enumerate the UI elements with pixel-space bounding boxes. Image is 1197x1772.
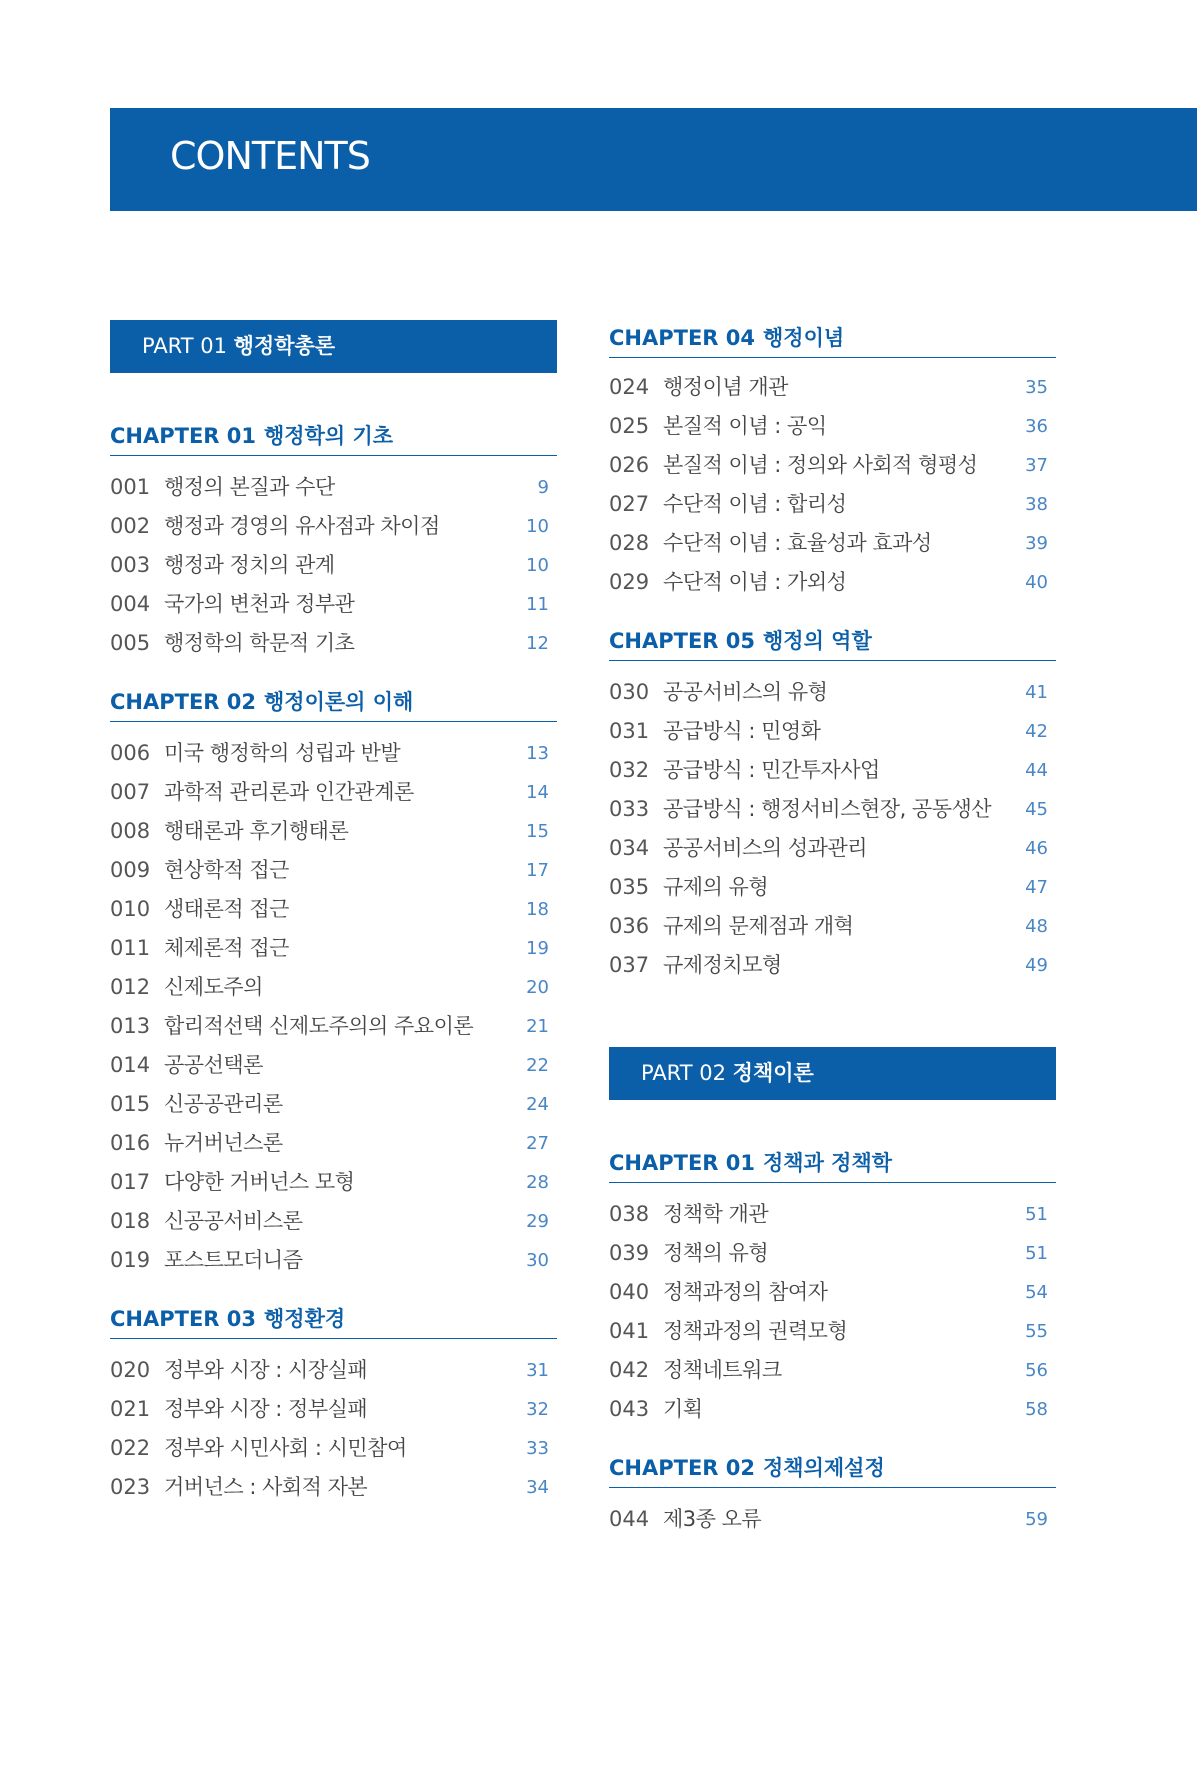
item-title: 정책의 유형 — [663, 1241, 769, 1265]
chapter-name: 행정이론의 이해 — [264, 690, 414, 714]
part-01-header — [110, 320, 557, 373]
part-name: 행정학총론 — [233, 334, 336, 358]
toc-list — [110, 734, 557, 1280]
toc-item[interactable] — [609, 673, 1056, 712]
item-title: 신공공서비스론 — [164, 1209, 303, 1233]
toc-item[interactable] — [110, 1390, 557, 1429]
page-number: 20 — [526, 977, 549, 998]
page-number: 44 — [1025, 760, 1048, 781]
toc-list — [609, 1500, 1056, 1539]
page-number: 14 — [526, 782, 549, 803]
item-number: 031 — [609, 719, 650, 743]
item-number: 029 — [609, 570, 650, 594]
item-title: 규제의 유형 — [663, 875, 769, 899]
toc-item[interactable] — [609, 1390, 1056, 1429]
item-title: 다양한 거버넌스 모형 — [164, 1170, 355, 1194]
page-number: 40 — [1025, 572, 1048, 593]
item-title: 행정과 경영의 유사점과 차이점 — [164, 514, 440, 538]
page-number: 46 — [1025, 838, 1048, 859]
item-title: 공공서비스의 성과관리 — [663, 836, 868, 860]
toc-item[interactable] — [609, 712, 1056, 751]
chapter-label: CHAPTER 05 — [609, 629, 756, 653]
item-number: 024 — [609, 375, 650, 399]
toc-item[interactable] — [609, 524, 1056, 563]
page-number: 39 — [1025, 533, 1048, 554]
page-number: 13 — [526, 743, 549, 764]
toc-item[interactable] — [110, 890, 557, 929]
toc-item[interactable] — [110, 468, 557, 507]
page-number: 30 — [526, 1250, 549, 1271]
toc-item[interactable] — [110, 734, 557, 773]
chapter-name: 행정학의 기초 — [264, 424, 394, 448]
page-number: 49 — [1025, 955, 1048, 976]
item-title: 신공공관리론 — [164, 1092, 283, 1116]
left-column — [110, 320, 557, 1507]
item-number: 036 — [609, 914, 650, 938]
page-number: 35 — [1025, 377, 1048, 398]
item-title: 본질적 이념 : 공익 — [663, 414, 827, 438]
page-number: 18 — [526, 899, 549, 920]
page-number: 56 — [1025, 1360, 1048, 1381]
page-number: 42 — [1025, 721, 1048, 742]
toc-list — [609, 673, 1056, 985]
toc-item[interactable] — [609, 790, 1056, 829]
toc-item[interactable] — [609, 407, 1056, 446]
page-number: 15 — [526, 821, 549, 842]
item-number: 003 — [110, 553, 151, 577]
page-number: 34 — [526, 1477, 549, 1498]
item-number: 004 — [110, 592, 151, 616]
toc-item[interactable] — [110, 624, 557, 663]
page-number: 10 — [526, 555, 549, 576]
toc-item[interactable] — [110, 812, 557, 851]
item-number: 034 — [609, 836, 650, 860]
item-title: 과학적 관리론과 인간관계론 — [164, 780, 414, 804]
item-number: 035 — [609, 875, 650, 899]
item-number: 037 — [609, 953, 650, 977]
page-number: 37 — [1025, 455, 1048, 476]
toc-item[interactable] — [110, 1046, 557, 1085]
page-number: 41 — [1025, 682, 1048, 703]
item-title: 수단적 이념 : 가외성 — [663, 570, 847, 594]
toc-item[interactable] — [609, 946, 1056, 985]
item-number: 021 — [110, 1397, 151, 1421]
chapter-heading — [609, 320, 1056, 358]
item-number: 041 — [609, 1319, 650, 1343]
item-number: 027 — [609, 492, 650, 516]
toc-item[interactable] — [609, 1351, 1056, 1390]
item-title: 공공선택론 — [164, 1053, 263, 1077]
toc-item[interactable] — [110, 585, 557, 624]
item-title: 행태론과 후기행태론 — [164, 819, 349, 843]
toc-item[interactable] — [110, 773, 557, 812]
toc-list — [110, 1351, 557, 1507]
item-number: 028 — [609, 531, 650, 555]
item-number: 009 — [110, 858, 151, 882]
item-number: 010 — [110, 897, 151, 921]
item-number: 022 — [110, 1436, 151, 1460]
toc-item[interactable] — [110, 507, 557, 546]
item-title: 행정의 본질과 수단 — [164, 475, 335, 499]
chapter-label: CHAPTER 03 — [110, 1307, 257, 1331]
page-number: 27 — [526, 1133, 549, 1154]
item-title: 제3종 오류 — [663, 1507, 762, 1531]
page-number: 29 — [526, 1211, 549, 1232]
chapter-heading — [609, 1450, 1056, 1488]
chapter-label: CHAPTER 04 — [609, 326, 756, 350]
chapter-name: 행정이념 — [763, 326, 845, 350]
part-name: 정책이론 — [732, 1061, 814, 1085]
toc-list — [110, 468, 557, 663]
item-title: 현상학적 접근 — [164, 858, 289, 882]
item-title: 뉴거버넌스론 — [164, 1131, 283, 1155]
item-number: 040 — [609, 1280, 650, 1304]
toc-item[interactable] — [609, 751, 1056, 790]
toc-list — [609, 368, 1056, 602]
toc-item[interactable] — [110, 1163, 557, 1202]
item-number: 039 — [609, 1241, 650, 1265]
chapter-heading — [609, 1145, 1056, 1183]
chapter-name: 정책과 정책학 — [763, 1151, 893, 1175]
page-number: 28 — [526, 1172, 549, 1193]
item-title: 공급방식 : 민영화 — [663, 719, 821, 743]
right-column — [609, 320, 1056, 1539]
toc-item[interactable] — [110, 968, 557, 1007]
chapter-label: CHAPTER 01 — [609, 1151, 756, 1175]
item-title: 국가의 변천과 정부관 — [164, 592, 355, 616]
page-number: 59 — [1025, 1509, 1048, 1530]
item-number: 015 — [110, 1092, 151, 1116]
item-number: 026 — [609, 453, 650, 477]
item-number: 044 — [609, 1507, 650, 1531]
toc-item[interactable] — [110, 929, 557, 968]
item-title: 거버넌스 : 사회적 자본 — [164, 1475, 368, 1499]
page-number: 12 — [526, 633, 549, 654]
toc-item[interactable] — [110, 1124, 557, 1163]
page-number: 22 — [526, 1055, 549, 1076]
contents-banner — [110, 108, 1197, 211]
item-number: 006 — [110, 741, 151, 765]
item-title: 규제의 문제점과 개혁 — [663, 914, 854, 938]
toc-item[interactable] — [110, 1351, 557, 1390]
toc-item[interactable] — [110, 1429, 557, 1468]
item-title: 행정학의 학문적 기초 — [164, 631, 355, 655]
toc-list — [609, 1195, 1056, 1429]
item-number: 042 — [609, 1358, 650, 1382]
item-number: 012 — [110, 975, 151, 999]
page-number: 47 — [1025, 877, 1048, 898]
chapter-label: CHAPTER 02 — [110, 690, 257, 714]
item-title: 정책네트워크 — [663, 1358, 782, 1382]
toc-item[interactable] — [110, 851, 557, 890]
page-number: 17 — [526, 860, 549, 881]
item-number: 008 — [110, 819, 151, 843]
item-number: 023 — [110, 1475, 151, 1499]
item-number: 016 — [110, 1131, 151, 1155]
item-title: 공공서비스의 유형 — [663, 680, 828, 704]
toc-item[interactable] — [609, 829, 1056, 868]
toc-item[interactable] — [609, 1273, 1056, 1312]
page-number: 38 — [1025, 494, 1048, 515]
item-number: 025 — [609, 414, 650, 438]
toc-item[interactable] — [609, 868, 1056, 907]
item-number: 018 — [110, 1209, 151, 1233]
page-number: 58 — [1025, 1399, 1048, 1420]
page-number: 32 — [526, 1399, 549, 1420]
item-title: 수단적 이념 : 효율성과 효과성 — [663, 531, 932, 555]
item-title: 정부와 시장 : 정부실패 — [164, 1397, 368, 1421]
part-label: PART 01 — [142, 334, 227, 358]
chapter-name: 정책의제설정 — [763, 1456, 885, 1480]
toc-item[interactable] — [609, 1500, 1056, 1539]
part-02-header — [609, 1047, 1056, 1100]
item-title: 기획 — [663, 1397, 703, 1421]
item-number: 019 — [110, 1248, 151, 1272]
item-title: 행정이념 개관 — [663, 375, 788, 399]
page-number: 19 — [526, 938, 549, 959]
page-number: 24 — [526, 1094, 549, 1115]
item-title: 합리적선택 신제도주의의 주요이론 — [164, 1014, 474, 1038]
toc-item[interactable] — [609, 485, 1056, 524]
item-title: 생태론적 접근 — [164, 897, 289, 921]
item-title: 포스트모더니즘 — [164, 1248, 303, 1272]
toc-item[interactable] — [609, 368, 1056, 407]
item-title: 정부와 시장 : 시장실패 — [164, 1358, 368, 1382]
page-number: 45 — [1025, 799, 1048, 820]
item-number: 011 — [110, 936, 151, 960]
toc-item[interactable] — [609, 1234, 1056, 1273]
chapter-label: CHAPTER 02 — [609, 1456, 756, 1480]
chapter-name: 행정의 역할 — [763, 629, 872, 653]
item-title: 정책학 개관 — [663, 1202, 769, 1226]
toc-item[interactable] — [110, 1241, 557, 1280]
page-number: 51 — [1025, 1243, 1048, 1264]
item-number: 030 — [609, 680, 650, 704]
page-number: 51 — [1025, 1204, 1048, 1225]
item-number: 007 — [110, 780, 151, 804]
item-number: 020 — [110, 1358, 151, 1382]
page-title: CONTENTS — [170, 134, 370, 178]
page-number: 21 — [526, 1016, 549, 1037]
item-number: 013 — [110, 1014, 151, 1038]
page-number: 54 — [1025, 1282, 1048, 1303]
item-number: 014 — [110, 1053, 151, 1077]
toc-item[interactable] — [110, 1202, 557, 1241]
page-number: 11 — [526, 594, 549, 615]
chapter-label: CHAPTER 01 — [110, 424, 257, 448]
item-title: 신제도주의 — [164, 975, 263, 999]
item-title: 공급방식 : 행정서비스현장, 공동생산 — [663, 797, 992, 821]
toc-item[interactable] — [110, 546, 557, 585]
chapter-heading — [110, 1301, 557, 1339]
item-title: 행정과 정치의 관계 — [164, 553, 335, 577]
item-number: 002 — [110, 514, 151, 538]
item-title: 규제정치모형 — [663, 953, 782, 977]
page-number: 36 — [1025, 416, 1048, 437]
toc-item[interactable] — [609, 907, 1056, 946]
chapter-heading — [110, 418, 557, 456]
item-number: 001 — [110, 475, 151, 499]
page-number: 9 — [537, 477, 549, 498]
page-number: 55 — [1025, 1321, 1048, 1342]
toc-item[interactable] — [110, 1468, 557, 1507]
item-title: 본질적 이념 : 정의와 사회적 형평성 — [663, 453, 978, 477]
page-number: 33 — [526, 1438, 549, 1459]
item-title: 수단적 이념 : 합리성 — [663, 492, 847, 516]
chapter-heading — [609, 623, 1056, 661]
chapter-heading — [110, 684, 557, 722]
item-number: 033 — [609, 797, 650, 821]
item-title: 정책과정의 권력모형 — [663, 1319, 848, 1343]
item-number: 017 — [110, 1170, 151, 1194]
item-title: 정부와 시민사회 : 시민참여 — [164, 1436, 407, 1460]
toc-item[interactable] — [609, 1195, 1056, 1234]
toc-item[interactable] — [609, 1312, 1056, 1351]
toc-item[interactable] — [110, 1085, 557, 1124]
item-number: 038 — [609, 1202, 650, 1226]
page-number: 48 — [1025, 916, 1048, 937]
chapter-name: 행정환경 — [264, 1307, 346, 1331]
item-title: 공급방식 : 민간투자사업 — [663, 758, 880, 782]
page-number: 10 — [526, 516, 549, 537]
page-number: 31 — [526, 1360, 549, 1381]
item-title: 체제론적 접근 — [164, 936, 289, 960]
part-label: PART 02 — [641, 1061, 726, 1085]
toc-item[interactable] — [609, 446, 1056, 485]
item-title: 정책과정의 참여자 — [663, 1280, 828, 1304]
item-title: 미국 행정학의 성립과 반발 — [164, 741, 401, 765]
item-number: 032 — [609, 758, 650, 782]
item-number: 043 — [609, 1397, 650, 1421]
toc-item[interactable] — [609, 563, 1056, 602]
toc-item[interactable] — [110, 1007, 557, 1046]
item-number: 005 — [110, 631, 151, 655]
